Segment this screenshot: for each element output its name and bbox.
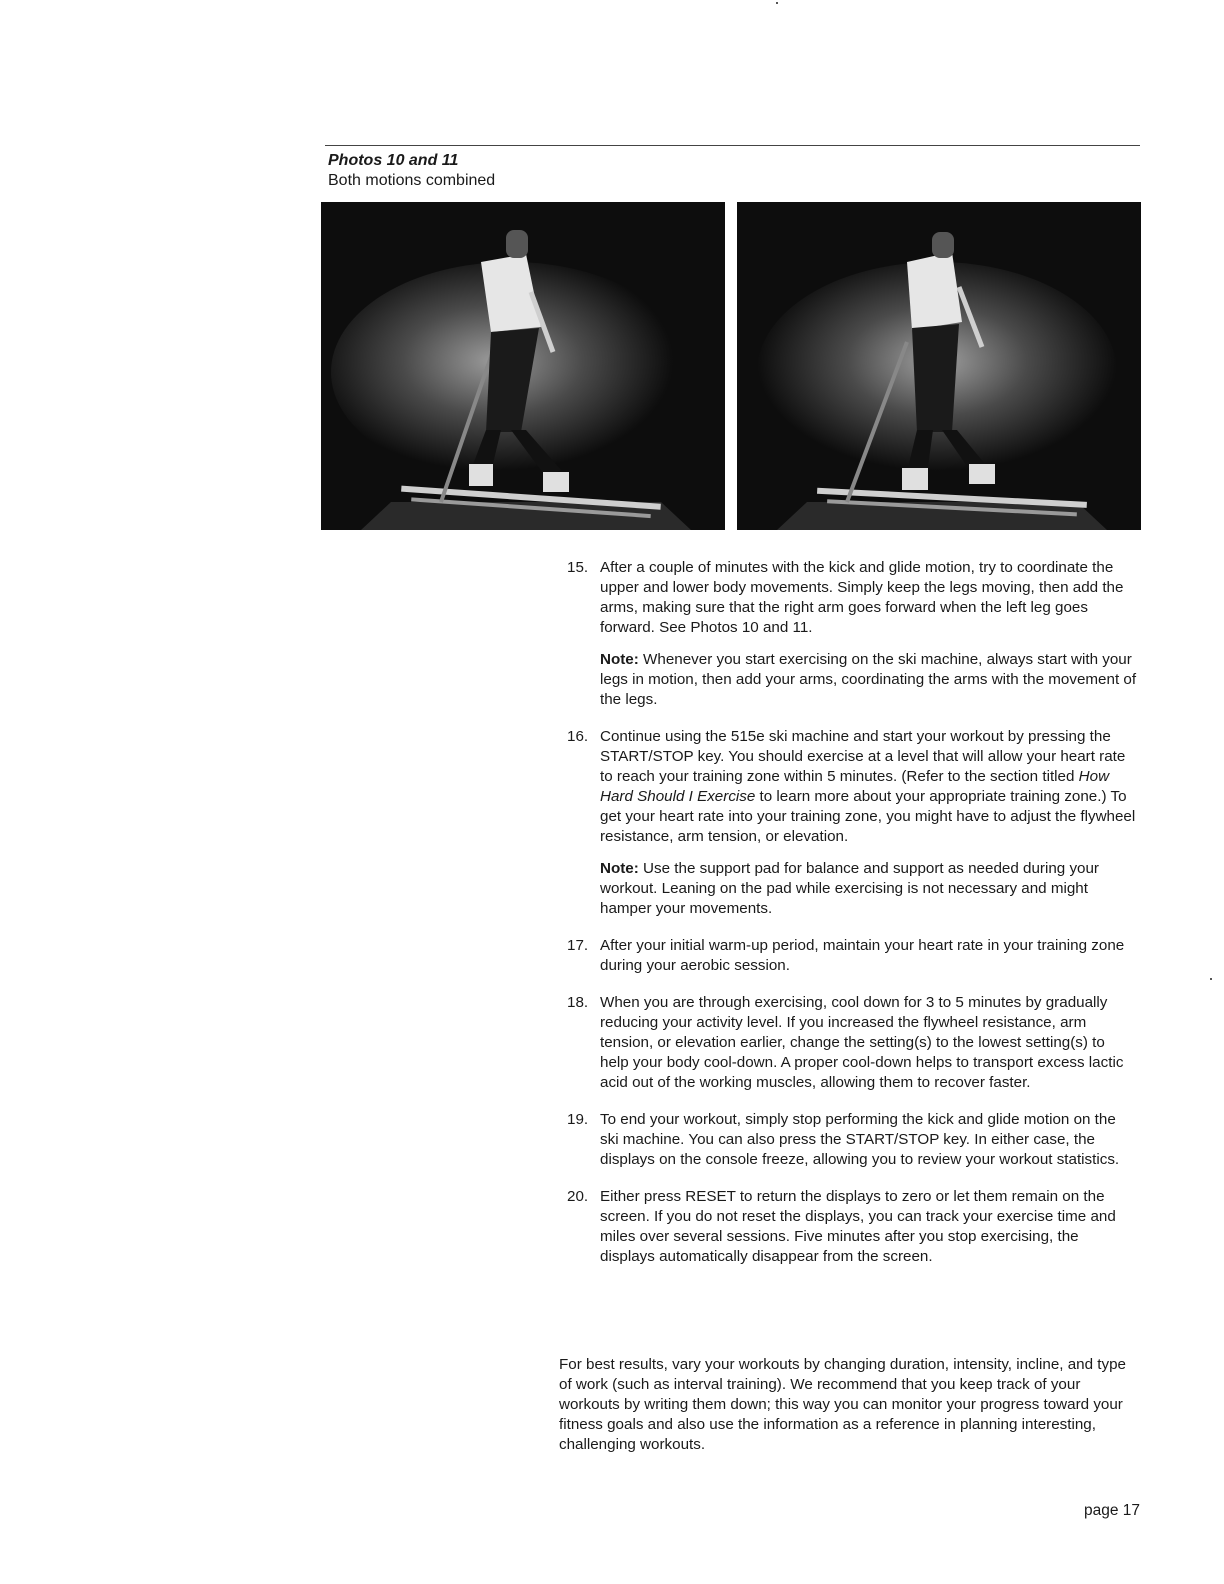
note-text: Use the support pad for balance and support as needed during your workout. Leaning on the pad while exercising is not necessary and might hamper your movements. [600, 860, 1099, 917]
step-text-part: Continue using the 515e ski machine and start your workout by pressing the START/STOP key. You should exercise at a level that will allow your heart rate to reach your training zone within 5 minutes. (Refer to the section titled [600, 728, 1126, 785]
top-rule [325, 145, 1140, 146]
scan-speck [776, 2, 778, 4]
note-label: Note: [600, 651, 639, 668]
step-note [600, 859, 1137, 919]
list-item [567, 1110, 1137, 1170]
person-on-ski-machine-icon [321, 202, 725, 530]
note-text: Whenever you start exercising on the ski machine, always start with your legs in motion, then add your arms, coordinating the arms with the movement of the legs. [600, 651, 1137, 708]
step-text-part: to learn more about your appropriate training zone.) To get your heart rate into your training zone, you might have to adjust the flywheel resistance, arm tension, or elevation. [600, 788, 1136, 845]
section-title-reference: How Hard Should I Exercise [600, 768, 1110, 805]
step-number: 19. [567, 1111, 589, 1128]
list-item [567, 936, 1137, 976]
photo-caption-subtitle: Both motions combined [328, 172, 496, 189]
step-text: When you are through exercising, cool down for 3 to 5 minutes by gradually reducing your activity level. If you increased the flywheel resistance, arm tension, or elevation earlier, change the setting(s) to the lowest setting(s) to help your body cool-down. A proper cool-down helps to transport excess lactic acid out of the working muscles, allowing them to recover faster. [600, 994, 1124, 1091]
list-item [567, 1187, 1137, 1267]
list-item [567, 727, 1137, 919]
step-text: To end your workout, simply stop performing the kick and glide motion on the ski machine. You can also press the START/STOP key. In either case, the displays on the console freeze, allowing you to review your workout statistics. [600, 1111, 1120, 1168]
photo-caption-title: Photos 10 and 11 [328, 152, 459, 169]
step-number: 17. [567, 937, 589, 954]
closing-paragraph: For best results, vary your workouts by changing duration, intensity, incline, and type of work (such as interval training). We recommend that you keep track of your workouts by writing them down; this way you can monitor your progress toward your fitness goals and also use the information as a reference in planning interesting, challenging workouts. [559, 1356, 1127, 1453]
person-on-ski-machine-icon [737, 202, 1141, 530]
scan-speck [1210, 978, 1212, 980]
list-item [567, 558, 1137, 710]
instruction-list [567, 558, 1137, 1284]
step-text: Either press RESET to return the displays to zero or let them remain on the screen. If you do not reset the displays, you can track your exercise time and miles over several sessions. Five minutes after you stop exercising, the displays automatically disappear from the screen. [600, 1188, 1116, 1265]
step-note [600, 650, 1137, 710]
step-number: 15. [567, 559, 589, 576]
photo-11 [737, 202, 1141, 530]
list-item [567, 993, 1137, 1093]
step-text: After your initial warm-up period, maintain your heart rate in your training zone during your aerobic session. [600, 937, 1125, 974]
step-text [600, 727, 1137, 847]
note-label: Note: [600, 860, 639, 877]
page-number: page 17 [1084, 1502, 1141, 1519]
step-number: 18. [567, 994, 589, 1011]
step-number: 16. [567, 728, 589, 745]
step-number: 20. [567, 1188, 589, 1205]
photo-10 [321, 202, 725, 530]
step-text: After a couple of minutes with the kick and glide motion, try to coordinate the upper and lower body movements. Simply keep the legs moving, then add the arms, making sure that the right arm goes forward when the left leg goes forward. See Photos 10 and 11. [600, 559, 1124, 636]
